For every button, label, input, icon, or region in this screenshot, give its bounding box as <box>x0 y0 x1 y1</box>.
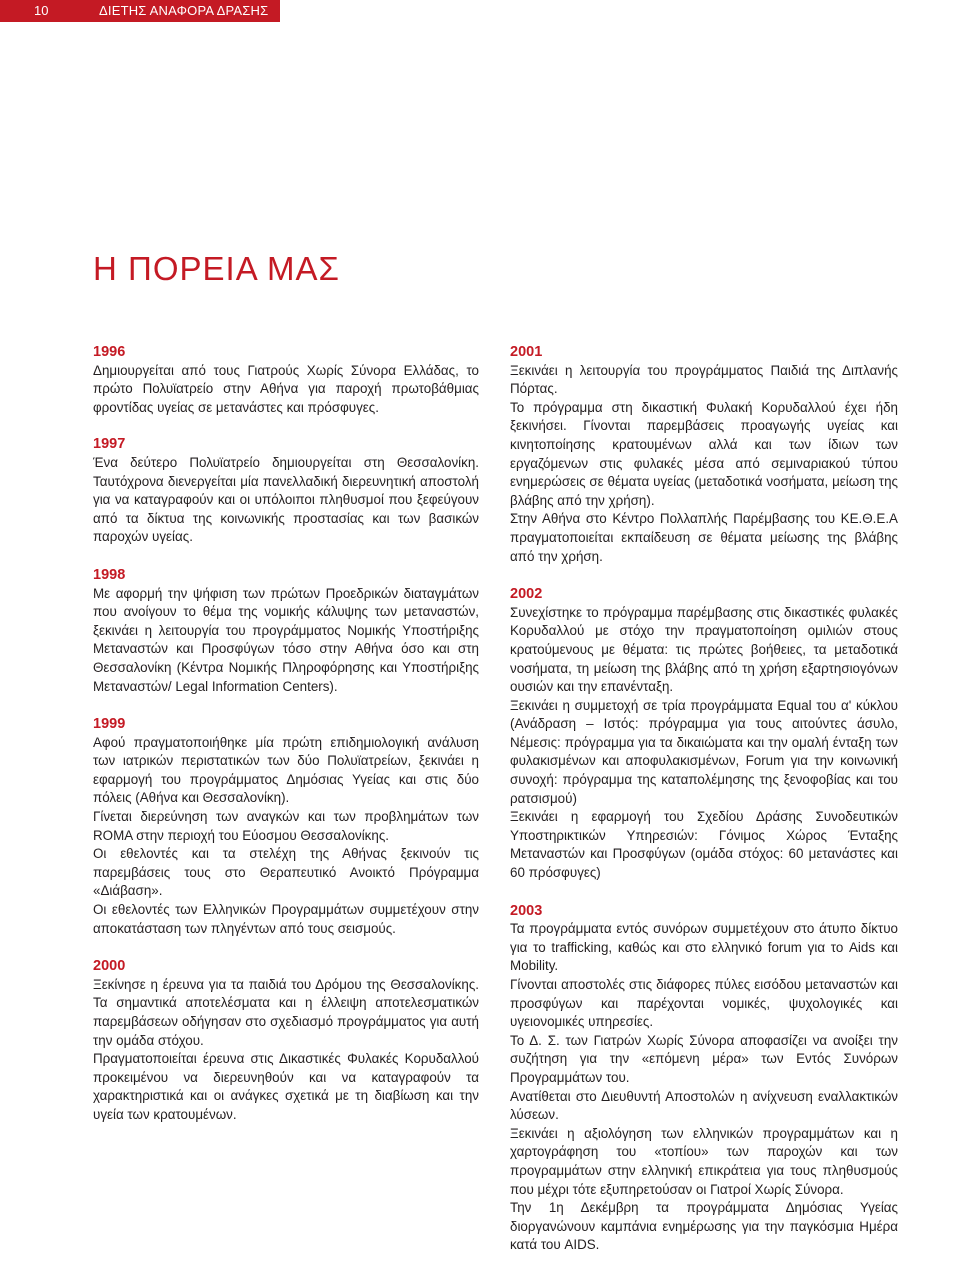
year-heading: 1998 <box>93 566 126 583</box>
year-heading: 2002 <box>510 586 543 603</box>
paragraph: Ξεκινάει η εφαρμογή του Σχεδίου Δράσης Συνοδευτικών Υποστηρικτικών Υπηρεσιών: Γόνιμος Χώρος Ένταξης Μεταναστών και Προσφύγων (ομάδα στόχος: 60 μετανάστες και 60 πρόσφυγες) <box>510 809 898 881</box>
header-bar <box>0 0 280 22</box>
timeline-section-1997 <box>93 435 479 547</box>
paragraph: Αφού πραγματοποιήθηκε μία πρώτη επιδημιολογική ανάλυση των ιατρικών περιστατικών των δύο Πολυϊατρείων, ξεκινάει η εφαρμογή του προγράμματος Δημόσιας Υγείας και στις δύο πόλεις (Αθήνα και Θεσσαλονίκη). <box>93 734 479 806</box>
paragraph: Τα προγράμματα εντός συνόρων συμμετέχουν στο άτυπο δίκτυο για το trafficking, καθώς και στο ελληνικό forum για το Aids και Mobility. <box>510 921 898 974</box>
timeline-section-2001 <box>510 343 898 566</box>
paragraph: Ξεκινάει η λειτουργία του προγράμματος Παιδιά της Διπλανής Πόρτας. <box>510 362 898 397</box>
right-column <box>510 343 898 1255</box>
paragraph: Ένα δεύτερο Πολυϊατρείο δημιουργείται στη Θεσσαλονίκη. Ταυτόχρονα διενεργείται μία πανελλαδική διερευνητική αποστολή για να καταγραφούν και οι υπόλοιποι πληθυσμοί που ξεφεύγουν από τα δίκτυα της κοινωνικής προστασίας και των βασικών παροχών υγείας. <box>93 454 479 545</box>
paragraph: Δημιουργείται από τους Γιατρούς Χωρίς Σύνορα Ελλάδας, το πρώτο Πολυϊατρείο στην Αθήνα για παροχή πρωτοβάθμιας φροντίδας υγείας σε μετανάστες και πρόσφυγες. <box>93 362 479 415</box>
year-heading: 2000 <box>93 958 126 975</box>
year-heading: 1996 <box>93 344 126 360</box>
year-heading: 2001 <box>510 344 543 360</box>
year-heading: 1999 <box>93 716 126 733</box>
timeline-section-1998 <box>93 566 479 696</box>
paragraph: Το πρόγραμμα στη δικαστική Φυλακή Κορυδαλλού έχει ήδη ξεκινήσει. Γίνονται παρεμβάσεις προαγωγής υγείας και κινητοποίησης κρατουμένων αλλά και των ίδιων των εργαζόμενων στις φυλακές μέσα από σεμιναριακού τύπου ενημερώσεις σε θέματα υγείας (μεταδοτικά νοσήματα, μείωση της βλάβης από την χρήση). <box>510 399 898 508</box>
timeline-section-2002 <box>510 585 898 883</box>
year-heading: 1997 <box>93 436 126 453</box>
paragraph: Γίνονται αποστολές στις διάφορες πύλες εισόδου μεταναστών και προσφύγων και παρέχονται νομικές, ψυχολογικές και υγειονομικές υπηρεσίες. <box>510 977 898 1030</box>
timeline-section-2003 <box>510 902 898 1255</box>
timeline-section-2000 <box>93 957 479 1124</box>
page-number: 10 <box>34 3 49 18</box>
paragraph: Την 1η Δεκέμβρη τα προγράμματα Δημόσιας Υγείας διοργανώνουν καμπάνια ενημέρωσης για την παγκόσμια Ημέρα κατά του AIDS. <box>510 1200 898 1253</box>
page-title: Η ΠΟΡΕΙΑ ΜΑΣ <box>93 250 340 287</box>
paragraph: Ξεκινάει η συμμετοχή σε τρία προγράμματα Equal του α' κύκλου (Ανάδραση – Ιστός: πρόγραμμα για τους αιτούντες άσυλο, Νέμεσις: πρόγραμμα για τα δικαιώματα και την ομαλή ένταξη των φυλακισμένων και αποφυλακισμένων, Forum για την κοινωνική συνοχή: πρόγραμμα της καταπολέμησης της ξενοφοβίας και του ρατσισμού) <box>510 697 898 806</box>
paragraph: Με αφορμή την ψήφιση των πρώτων Προεδρικών διαταγμάτων που ανοίγουν το θέμα της νομικής κάλυψης των μεταναστών, ξεκινάει η λειτουργία του προγράμματος Νομικής Υποστήριξης Μεταναστών και Προσφύγων τόσο στην Αθήνα όσο και στη Θεσσαλονίκη (Κέντρα Νομικής Πληροφόρησης και Υποστήριξης Μεταναστών/ Legal Information Centers). <box>93 585 479 694</box>
paragraph: Στην Αθήνα στο Κέντρο Πολλαπλής Παρέμβασης του ΚΕ.Θ.Ε.Α πραγματοποιείται εκπαίδευση σε θέματα μείωσης της βλάβης από την χρήση. <box>510 511 898 564</box>
paragraph: Ανατίθεται στο Διευθυντή Αποστολών η ανίχνευση εναλλακτικών λύσεων. <box>510 1088 898 1123</box>
timeline-section-1999 <box>93 715 479 938</box>
paragraph: Το Δ. Σ. των Γιατρών Χωρίς Σύνορα αποφασίζει να ανοίξει την συζήτηση για την «επόμενη μέρα» των Εντός Συνόρων Προγραμμάτων του. <box>510 1032 898 1085</box>
running-title: ΔΙΕΤΗΣ ΑΝΑΦΟΡΑ ΔΡΑΣΗΣ <box>99 3 269 18</box>
year-heading: 2003 <box>510 902 543 919</box>
paragraph: Συνεχίστηκε το πρόγραμμα παρέμβασης στις δικαστικές φυλακές Κορυδαλλού με στόχο την πραγματοποίηση ομιλιών στους κρατούμενους με θέματα: τις πρώτες βοήθειες, τα μεταδοτικά νοσήματα, τη μείωση της βλάβης από τη χρήση εξαρτησιογόνων ουσιών και την επανένταξη. <box>510 604 898 695</box>
paragraph: Οι εθελοντές και τα στελέχη της Αθήνας ξεκινούν τις παρεμβάσεις τους στο Θεραπευτικό Ανοικτό Πρόγραμμα «Διάβαση». <box>93 846 479 899</box>
paragraph: Πραγματοποιείται έρευνα στις Δικαστικές Φυλακές Κορυδαλλού προκειμένου να διερευνηθούν και να καταγραφούν τα χαρακτηριστικά και οι ανάγκες σχετικά με τη διαβίωση και την υγεία των κρατουμένων. <box>93 1051 479 1122</box>
paragraph: Ξεκινάει η αξιολόγηση των ελληνικών προγραμμάτων και η χαρτογράφηση του «τοπίου» των παροχών και των προγραμμάτων στην ελληνική επικράτεια για τους πληθυσμούς που μέχρι τότε εξυπηρετούσαν οι Γιατροί Χωρίς Σύνορα. <box>510 1125 898 1197</box>
paragraph: Γίνεται διερεύνηση των αναγκών και των προβλημάτων των ROMA στην περιοχή του Εύοσμου Θεσσαλονίκης. <box>93 809 479 843</box>
paragraph: Ξεκίνησε η έρευνα για τα παιδιά του Δρόμου της Θεσσαλονίκης. Τα σημαντικά αποτελέσματα και η έλλειψη αποτελεσματικών παρεμβάσεων οδήγησαν στο σχεδιασμό προγράμματος για αυτή την ομάδα στόχου. <box>93 976 479 1048</box>
timeline-section-1996 <box>93 343 479 417</box>
paragraph: Οι εθελοντές των Ελληνικών Προγραμμάτων συμμετέχουν στην αποκατάσταση των πληγέντων από τους σεισμούς. <box>93 902 479 936</box>
left-column <box>93 343 479 1125</box>
